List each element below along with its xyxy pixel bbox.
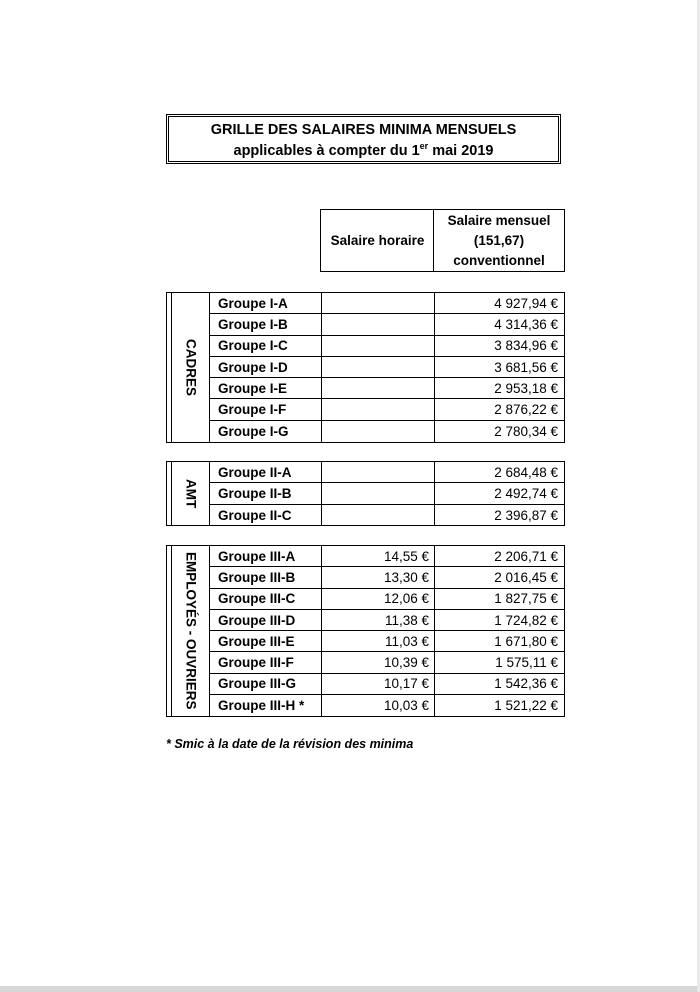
table-row: [210, 293, 564, 314]
salaire-horaire-cell: [321, 378, 435, 398]
table-row: [210, 483, 564, 504]
title-line-2-sup: er: [419, 141, 429, 151]
salaire-horaire-cell: [321, 483, 435, 503]
block-employes-ouvriers: [166, 545, 565, 717]
header-salaire-horaire: Salaire horaire: [320, 209, 434, 272]
group-name-cell: Groupe II-C: [218, 507, 292, 523]
title-line-1: GRILLE DES SALAIRES MINIMA MENSUELS: [210, 122, 517, 138]
group-rows: [209, 546, 564, 716]
title-line-2-prefix: applicables à compter du 1: [233, 143, 420, 159]
group-rows: [209, 293, 564, 442]
salaire-mensuel-cell: 1 575,11 €: [434, 652, 564, 672]
header-salaire-mensuel: [433, 209, 565, 272]
table-row: [210, 652, 564, 673]
footnote: * Smic à la date de la révision des minima: [166, 737, 414, 751]
salaire-horaire-cell: 10,39 €: [321, 652, 435, 672]
block-cadres: [166, 292, 565, 443]
salaire-horaire-cell: 10,17 €: [321, 674, 435, 694]
header-mensuel-line-2: (151,67): [473, 232, 525, 248]
group-rows: [209, 462, 564, 525]
table-row: [210, 399, 564, 420]
table-row: [210, 421, 564, 442]
group-name-cell: Groupe III-B: [218, 569, 296, 585]
header-mensuel-line-1: Salaire mensuel: [447, 212, 551, 228]
header-mensuel-line-3: conventionnel: [453, 252, 545, 268]
salaire-mensuel-cell: 1 542,36 €: [434, 674, 564, 694]
salaire-horaire-cell: [321, 399, 435, 419]
title-line-2-suffix: mai 2019: [428, 143, 494, 159]
salaire-mensuel-cell: 2 876,22 €: [434, 399, 564, 419]
table-row: [210, 314, 564, 335]
group-category-text: EMPLOYÉS - OUVRIERS: [183, 552, 199, 710]
group-name-cell: Groupe I-E: [218, 380, 288, 396]
salaire-mensuel-cell: 1 671,80 €: [434, 631, 564, 651]
group-name-cell: Groupe III-E: [218, 633, 295, 649]
table-row: [210, 505, 564, 526]
table-row: [210, 674, 564, 695]
group-category-text: AMT: [183, 478, 199, 509]
salaire-mensuel-cell: 4 314,36 €: [434, 314, 564, 334]
group-name-cell: Groupe III-D: [218, 612, 296, 628]
table-row: [210, 336, 564, 357]
salaire-horaire-cell: [321, 421, 435, 442]
table-row: [210, 357, 564, 378]
table-row: [210, 567, 564, 588]
group-name-cell: Groupe III-G: [218, 676, 297, 692]
table-row: [210, 610, 564, 631]
group-name-cell: Groupe III-A: [218, 548, 296, 564]
salaire-mensuel-cell: 2 206,71 €: [434, 546, 564, 566]
group-name-cell: Groupe I-B: [218, 316, 288, 332]
table-row: [210, 462, 564, 483]
group-category-label: [173, 462, 209, 525]
salaire-mensuel-cell: 2 016,45 €: [434, 567, 564, 587]
group-name-cell: Groupe I-F: [218, 402, 287, 418]
salaire-horaire-cell: 10,03 €: [321, 695, 435, 716]
group-name-cell: Groupe I-A: [218, 295, 288, 311]
salaire-horaire-cell: [321, 314, 435, 334]
group-name-cell: Groupe I-G: [218, 423, 289, 439]
salaire-horaire-cell: 13,30 €: [321, 567, 435, 587]
title-line-2: [169, 141, 558, 162]
group-name-cell: Groupe II-A: [218, 464, 292, 480]
group-category-label: [173, 546, 209, 716]
salaire-mensuel-cell: 1 521,22 €: [434, 695, 564, 716]
group-name-cell: Groupe III-C: [218, 591, 296, 607]
salaire-horaire-cell: [321, 462, 435, 482]
group-name-cell: Groupe III-H *: [218, 698, 305, 714]
table-row: [210, 631, 564, 652]
salaire-mensuel-cell: 2 780,34 €: [434, 421, 564, 442]
table-row: [210, 589, 564, 610]
page-bottom-edge: [0, 986, 700, 992]
salaire-horaire-cell: [321, 336, 435, 356]
salaire-mensuel-cell: 1 827,75 €: [434, 589, 564, 609]
group-category-text: CADRES: [183, 338, 199, 396]
salaire-mensuel-cell: 3 681,56 €: [434, 357, 564, 377]
salaire-mensuel-cell: 4 927,94 €: [434, 293, 564, 313]
group-category-label: [173, 293, 209, 442]
salaire-mensuel-cell: 2 684,48 €: [434, 462, 564, 482]
salaire-horaire-cell: [321, 357, 435, 377]
salaire-mensuel-cell: 2 396,87 €: [434, 505, 564, 526]
table-row: [210, 378, 564, 399]
salaire-horaire-cell: 11,03 €: [321, 631, 435, 651]
document-title: [166, 114, 561, 164]
salaire-horaire-cell: 11,38 €: [321, 610, 435, 630]
group-name-cell: Groupe III-F: [218, 655, 294, 671]
group-name-cell: Groupe I-D: [218, 359, 288, 375]
salaire-mensuel-cell: 1 724,82 €: [434, 610, 564, 630]
salaire-mensuel-cell: 3 834,96 €: [434, 336, 564, 356]
table-row: [210, 546, 564, 567]
table-row: [210, 695, 564, 716]
salaire-horaire-cell: 14,55 €: [321, 546, 435, 566]
salaire-horaire-cell: 12,06 €: [321, 589, 435, 609]
block-amt: [166, 461, 565, 526]
salaire-mensuel-cell: 2 953,18 €: [434, 378, 564, 398]
salaire-mensuel-cell: 2 492,74 €: [434, 483, 564, 503]
group-name-cell: Groupe I-C: [218, 338, 288, 354]
group-name-cell: Groupe II-B: [218, 485, 292, 501]
salaire-horaire-cell: [321, 505, 435, 526]
salaire-horaire-cell: [321, 293, 435, 313]
